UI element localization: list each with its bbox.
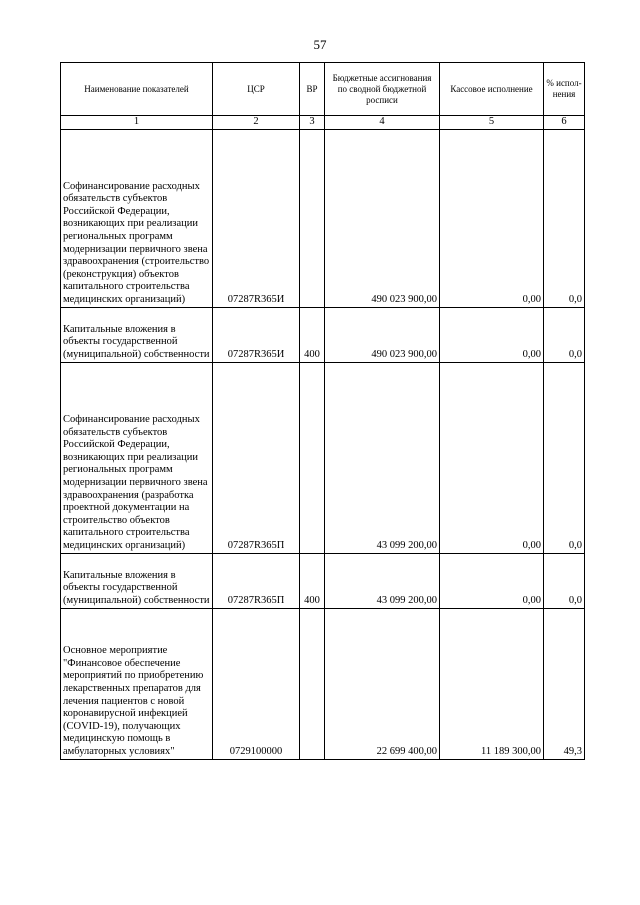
percent-execution: 49,3	[544, 608, 585, 759]
cash-execution: 11 189 300,00	[440, 608, 544, 759]
column-number: 2	[213, 116, 300, 130]
indicator-name: Софинансирование расходных обязательств субъектов Российской Федерации, возникающих при реализации региональных программ модернизации первичного звена здравоохранения (разработка проектной документации на строительство объектов капитального строительства медицинских организаций)	[61, 362, 213, 553]
budget-allocation: 490 023 900,00	[325, 129, 440, 307]
page-number: 57	[313, 37, 327, 52]
vr-code	[300, 129, 325, 307]
vr-code	[300, 608, 325, 759]
budget-allocation: 43 099 200,00	[325, 553, 440, 608]
column-number: 5	[440, 116, 544, 130]
column-number: 1	[61, 116, 213, 130]
csr-code: 07287R365И	[213, 307, 300, 362]
column-number: 3	[300, 116, 325, 130]
percent-execution: 0,0	[544, 553, 585, 608]
column-number: 4	[325, 116, 440, 130]
header-cash-execution: Кассовое исполнение	[440, 63, 544, 116]
vr-code: 400	[300, 307, 325, 362]
header-budget-allocations: Бюджетные ассигнования по сводной бюджетной росписи	[325, 63, 440, 116]
header-csr: ЦСР	[213, 63, 300, 116]
cash-execution: 0,00	[440, 553, 544, 608]
indicator-name: Капитальные вложения в объекты государственной (муниципальной) собственности	[61, 553, 213, 608]
percent-execution: 0,0	[544, 129, 585, 307]
indicator-name: Основное мероприятие "Финансовое обеспечение мероприятий по приобретению лекарственных препаратов для лечения пациентов с новой коронавирусной инфекцией (COVID-19), получающих медицинскую помощь в амбулаторных условиях"	[61, 608, 213, 759]
indicator-name: Софинансирование расходных обязательств субъектов Российской Федерации, возникающих при реализации региональных программ модернизации первичного звена здравоохранения (строительство (реконструкция) объектов капитального строительства медицинских организаций)	[61, 129, 213, 307]
header-indicator-name: Наименование показателей	[61, 63, 213, 116]
header-vr: ВР	[300, 63, 325, 116]
percent-execution: 0,0	[544, 307, 585, 362]
cash-execution: 0,00	[440, 307, 544, 362]
column-number-row	[61, 116, 585, 130]
budget-allocation: 43 099 200,00	[325, 362, 440, 553]
column-number: 6	[544, 116, 585, 130]
budget-allocation: 22 699 400,00	[325, 608, 440, 759]
budget-allocation: 490 023 900,00	[325, 307, 440, 362]
vr-code	[300, 362, 325, 553]
csr-code: 07287R365П	[213, 553, 300, 608]
table-row	[61, 553, 585, 608]
table-row	[61, 307, 585, 362]
table-row	[61, 129, 585, 307]
indicator-name: Капитальные вложения в объекты государственной (муниципальной) собственности	[61, 307, 213, 362]
cash-execution: 0,00	[440, 129, 544, 307]
percent-execution: 0,0	[544, 362, 585, 553]
csr-code: 0729100000	[213, 608, 300, 759]
table-row	[61, 608, 585, 759]
table-row	[61, 362, 585, 553]
vr-code: 400	[300, 553, 325, 608]
budget-execution-table	[60, 62, 585, 760]
header-percent-execution: % испол-нения	[544, 63, 585, 116]
csr-code: 07287R365П	[213, 362, 300, 553]
csr-code: 07287R365И	[213, 129, 300, 307]
cash-execution: 0,00	[440, 362, 544, 553]
